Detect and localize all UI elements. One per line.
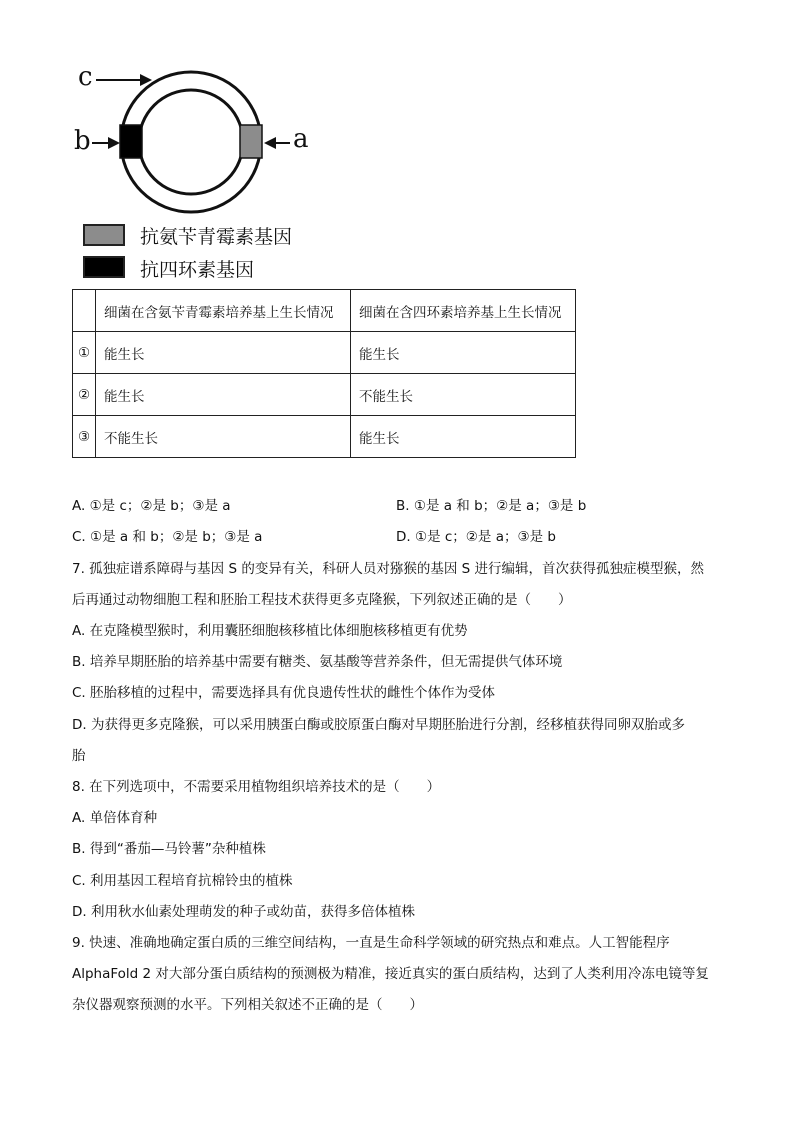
q6-option-d: D. ①是 c；②是 a；③是 b	[396, 529, 556, 545]
q7-option-b: B. 培养早期胚胎的培养基中需要有糖类、氨基酸等营养条件，但无需提供气体环境	[72, 654, 563, 670]
plasmid-inner-ring	[139, 90, 243, 194]
q7-option-d-line2: 胎	[72, 748, 86, 764]
label-a: a	[293, 124, 309, 154]
legend-swatch-amp	[83, 224, 125, 246]
plasmid-diagram	[70, 60, 330, 220]
legend-swatch-tet	[83, 256, 125, 278]
table-header-cell: 细菌在含氨苄青霉素培养基上生长情况	[96, 290, 351, 332]
table-header-cell: 细菌在含四环素培养基上生长情况	[351, 290, 576, 332]
q7-stem-line2: 后再通过动物细胞工程和胚胎工程技术获得更多克隆猴，下列叙述正确的是（ ）	[72, 592, 572, 608]
table-row	[73, 332, 576, 374]
q7-option-a: A. 在克隆模型猴时，利用囊胚细胞核移植比体细胞核移植更有优势	[72, 623, 468, 639]
q6-option-a: A. ①是 c；②是 b；③是 a	[72, 498, 231, 514]
table-row	[73, 416, 576, 458]
q8-stem: 8. 在下列选项中，不需要采用植物组织培养技术的是（ ）	[72, 779, 441, 795]
cell-amp: 能生长	[96, 332, 351, 374]
gene-tet-segment	[120, 125, 142, 158]
q8-option-c: C. 利用基因工程培育抗棉铃虫的植株	[72, 873, 293, 889]
legend-label-amp: 抗氨苄青霉素基因	[140, 226, 293, 248]
arrow-b-head	[108, 137, 120, 149]
q6-option-b: B. ①是 a 和 b；②是 a；③是 b	[396, 498, 587, 514]
q9-stem-line3: 杂仪器观察预测的水平。下列相关叙述不正确的是（ ）	[72, 997, 423, 1013]
q8-option-a: A. 单倍体育种	[72, 810, 158, 826]
label-c: c	[78, 62, 93, 92]
cell-tet: 不能生长	[351, 374, 576, 416]
q6-option-c: C. ①是 a 和 b；②是 b；③是 a	[72, 529, 263, 545]
gene-amp-segment	[240, 125, 262, 158]
q7-stem-line1: 7. 孤独症谱系障碍与基因 S 的变异有关，科研人员对猕猴的基因 S 进行编辑，首次获得孤独症模型猴，然	[72, 561, 704, 577]
q8-option-b: B. 得到“番茄—马铃薯”杂种植株	[72, 841, 266, 857]
table-header-cell	[73, 290, 96, 332]
results-table	[72, 289, 576, 458]
q9-stem-line2: AlphaFold 2 对大部分蛋白质结构的预测极为精准，接近真实的蛋白质结构，达到了人类利用冷冻电镜等复	[72, 966, 709, 982]
row-index: ①	[73, 332, 96, 374]
table-row	[73, 374, 576, 416]
table-header-row	[73, 290, 576, 332]
row-index: ③	[73, 416, 96, 458]
cell-tet: 能生长	[351, 332, 576, 374]
cell-tet: 能生长	[351, 416, 576, 458]
q8-option-d: D. 利用秋水仙素处理萌发的种子或幼苗，获得多倍体植株	[72, 904, 415, 920]
arrow-a-head	[264, 137, 276, 149]
legend-label-tet: 抗四环素基因	[140, 259, 255, 281]
cell-amp: 不能生长	[96, 416, 351, 458]
q7-option-d-line1: D. 为获得更多克隆猴，可以采用胰蛋白酶或胶原蛋白酶对早期胚胎进行分割，经移植获得同卵双胎或多	[72, 717, 685, 733]
cell-amp: 能生长	[96, 374, 351, 416]
q7-option-c: C. 胚胎移植的过程中，需要选择具有优良遗传性状的雌性个体作为受体	[72, 685, 496, 701]
row-index: ②	[73, 374, 96, 416]
q9-stem-line1: 9. 快速、准确地确定蛋白质的三维空间结构，一直是生命科学领域的研究热点和难点。人工智能程序	[72, 935, 670, 951]
label-b: b	[74, 126, 91, 156]
